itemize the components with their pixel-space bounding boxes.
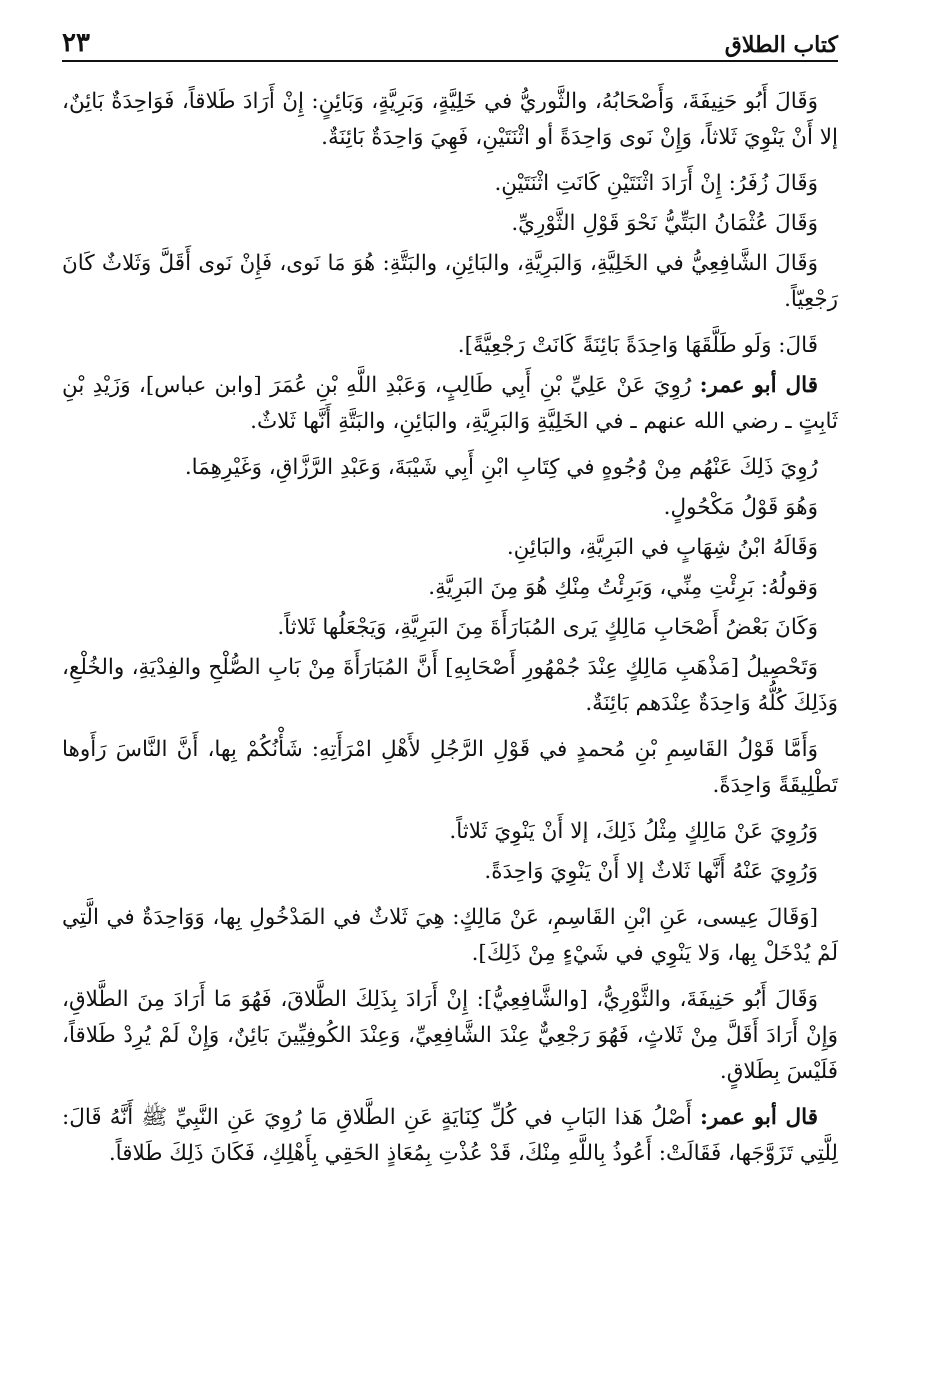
body-text	[62, 84, 838, 1172]
paragraph	[62, 900, 838, 972]
paragraph-text: رُوِيَ ذَلِكَ عَنْهُم مِنْ وُجُوهٍ في كِتَابِ ابْنِ أَبِي شَيْبَةَ، وَعَبْدِ الرَّزَّاقِ، وَغَيْرِهِمَا.	[184, 455, 818, 480]
paragraph	[62, 1100, 838, 1172]
paragraph	[62, 84, 838, 156]
paragraph-text: وَقَالَ زُفَرُ: إِنْ أَرَادَ اثْنَتَيْنِ كَانَتِ اثْنَتَيْنِ.	[494, 171, 818, 196]
paragraph-text: وَقولُهُ: بَرِئْتِ مِنِّي، وَبَرِئْتُ مِنْكِ هُوَ مِنَ البَرِيَّةِ.	[428, 575, 818, 600]
paragraph	[62, 732, 838, 804]
paragraph-text: وَهُوَ قَوْلُ مَكْحُولٍ.	[663, 495, 818, 520]
paragraph	[62, 814, 838, 850]
paragraph-text: وَقَالَ أَبُو حَنِيفَةَ، وَأَصْحَابُهُ، والثَّوريُّ في خَلِيَّةٍ، وَبَرِيَّةٍ، وَبَائِنٍ: إِنْ أَرَادَ طَلاقاً، فَوَاحِدَةٌ بَائِنٌ، إلا أَنْ يَنْوِيَ ثَلاثاً، وَإِنْ نَوى وَاحِدَةً أو اثْنَتَيْنِ، فَهِيَ وَاحِدَةٌ بَائِنَةٌ.	[62, 89, 838, 150]
running-head	[62, 22, 838, 62]
paragraph-text: وَقَالَ الشَّافِعِيُّ في الخَلِيَّةِ، وَالبَرِيَّةِ، والبَائِنِ، والبَتَّةِ: هُوَ مَا نَوى، فَإِنْ نَوى أَقَلَّ وَثَلاثٌ كَانَ رَجْعِيّاً.	[62, 251, 838, 312]
paragraph-text: [وَقَالَ عِيسى، عَنِ ابْنِ القَاسِمِ، عَنْ مَالِكٍ: هِيَ ثَلاثٌ في المَدْخُولِ بِها، وَوَاحِدَةٌ في الَّتِي لَمْ يُدْخَلْ بِها، وَلا يَنْوِي في شَيْءٍ مِنْ ذَلِكَ].	[62, 905, 838, 966]
paragraph	[62, 206, 838, 242]
paragraph	[62, 854, 838, 890]
paragraph	[62, 650, 838, 722]
paragraph-text: أَصْلُ هَذا البَابِ في كُلِّ كِنَايَةٍ عَنِ الطَّلاقِ مَا رُوِيَ عَنِ النَّبِيِّ ﷺ أَنَّهُ قَالَ: لِلَّتِي تَزَوَّجَها، فَقَالَتْ: أَعُوذُ بِاللَّهِ مِنْكَ، قَدْ عُذْتِ بِمُعَاذٍ الحَقِي بِأَهْلِكِ، فَكَانَ ذَلِكَ طَلاقاً.	[62, 1105, 838, 1166]
paragraph	[62, 328, 838, 364]
paragraph-text: وَقَالَ عُثْمَانُ البَتِّيُّ نَحْوَ قَوْلِ الثَّوْرِيِّ.	[511, 211, 818, 236]
paragraph-text: قَالَ: وَلَو طَلَّقَهَا وَاحِدَةً بَائِنَةً كَانَتْ رَجْعِيَّةً].	[457, 333, 818, 358]
paragraph-text: وَأَمَّا قَوْلُ القَاسِمِ بْنِ مُحمدٍ في قَوْلِ الرَّجُلِ لأَهْلِ امْرَأَتِهِ: شَأْنُكُمْ بِها، أَنَّ النَّاسَ رَأَوها تَطْلِيقَةً وَاحِدَةً.	[62, 737, 838, 798]
book-page	[62, 22, 838, 1372]
running-title: كتاب الطلاق	[724, 32, 838, 58]
paragraph-text: وَرُوِيَ عَنْ مَالِكٍ مِثْلُ ذَلِكَ، إلا أَنْ يَنْوِيَ ثَلاثاً.	[449, 819, 818, 844]
paragraph-text: وَتَحْصِيلُ [مَذْهَبِ مَالِكٍ عِنْدَ جُمْهُورِ أَصْحَابِهِ] أَنَّ المُبَارَأَةَ مِنْ بَابِ الصُّلْحِ والفِدْيَةِ، والخُلْعِ، وَذَلِكَ كُلُّهُ وَاحِدَةٌ عِنْدَهم بَائِنَةٌ.	[62, 655, 838, 716]
paragraph	[62, 982, 838, 1090]
paragraph-text: وَقَالَهُ ابْنُ شِهَابٍ في البَرِيَّةِ، والبَائِنِ.	[506, 535, 818, 560]
paragraph-text: وَرُوِيَ عَنْهُ أَنَّها ثَلاثٌ إلا أَنْ يَنْوِيَ وَاحِدَةً.	[484, 859, 818, 884]
paragraph	[62, 490, 838, 526]
paragraph	[62, 368, 838, 440]
paragraph-text: وَكَانَ بَعْضُ أَصْحَابِ مَالِكٍ يَرى المُبَارَأَةَ مِنَ البَرِيَّةِ، وَيَجْعَلُها ثَلاثاً.	[277, 615, 818, 640]
paragraph	[62, 246, 838, 318]
paragraph-text: وَقَالَ أَبُو حَنِيفَةَ، والثَّوْرِيُّ، [والشَّافِعِيُّ]: إِنْ أَرَادَ بِذَلِكَ الطَّلاقَ، فَهُوَ مَا أَرَادَ مِنَ الطَّلاقِ، وَإِنْ أَرَادَ أَقَلَّ مِنْ ثَلاثٍ، فَهُوَ رَجْعِيٌّ عِنْدَ الشَّافِعِيِّ، وَعِنْدَ الكُوفِيِّينَ بَائِنٌ، وَإِنْ لَمْ يُرِدْ طَلاقاً، فَلَيْسَ بِطَلاقٍ.	[62, 987, 838, 1084]
page-number: ٢٣	[62, 28, 90, 58]
paragraph-label: قال أبو عمر:	[699, 1105, 818, 1130]
paragraph-text: رُوِيَ عَنْ عَلِيِّ بْنِ أَبِي طَالِبٍ، وَعَبْدِ اللَّهِ بْنِ عُمَرَ [وابن عباس]، وَزَيْدِ بْنِ ثَابِتٍ ـ رضي الله عنهم ـ في الخَلِيَّةِ وَالبَرِيَّةِ، والبَائِنِ، والبَتَّةِ أَنَّها ثَلاثٌ.	[62, 373, 838, 434]
paragraph-label: قال أبو عمر:	[699, 373, 818, 398]
paragraph	[62, 570, 838, 606]
paragraph	[62, 166, 838, 202]
paragraph	[62, 610, 838, 646]
paragraph	[62, 450, 838, 486]
paragraph	[62, 530, 838, 566]
